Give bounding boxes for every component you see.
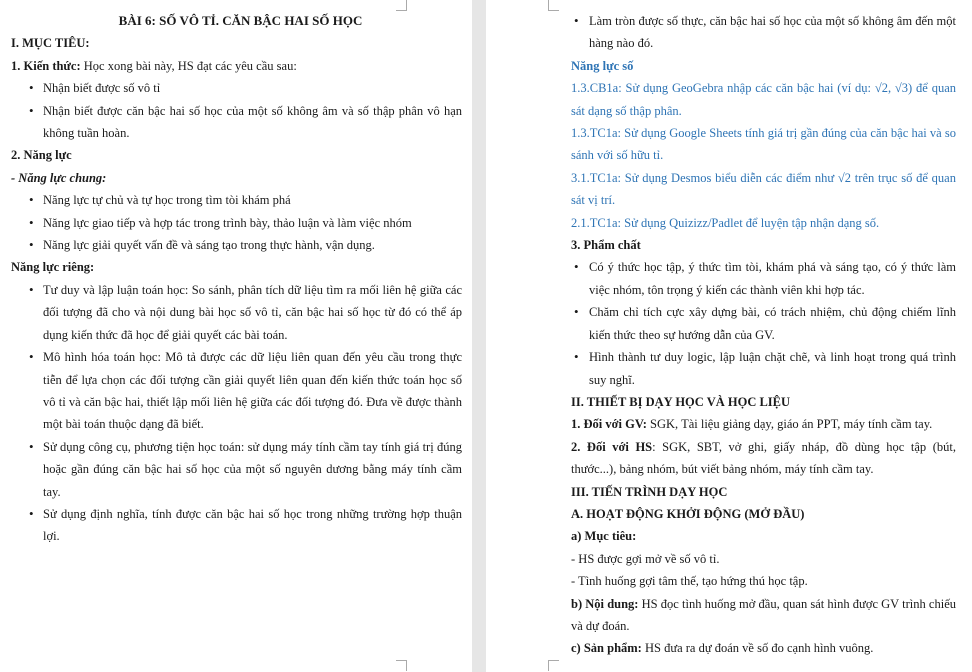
- list-item: • Chăm chỉ tích cực xây dựng bài, có trách nhiệm, chủ động chiếm lĩnh kiến thức theo sự hướng dẫn của GV.: [571, 301, 956, 346]
- knowledge-list-continued: [571, 10, 956, 55]
- list-item: • Mô hình hóa toán học: Mô tả được các dữ liệu liên quan đến yêu cầu trong thực tiễn để lựa chọn các đối tượng cần giải quyết liên quan đến kiến thức toán học số vô tỉ và căn bậc hai, thiết lập mối liên hệ giữa các đối tượng đó. Đưa về được thành một bài toán thuộc dạng đã biết.: [11, 346, 462, 436]
- knowledge-line: [11, 55, 462, 77]
- page-corner-marker: [396, 660, 407, 671]
- list-item: • Năng lực giải quyết vấn đề và sáng tạo trong thực hành, vận dụng.: [11, 234, 462, 256]
- competence-heading: 2. Năng lực: [11, 148, 72, 163]
- digital-competence-heading: Năng lực số: [571, 58, 634, 73]
- digital-competence-item: 1.3.CB1a: Sử dụng GeoGebra nhập các căn bậc hai (ví dụ: √2, √3) để quan sát dạng số thập phân.: [571, 81, 956, 118]
- activity-a-heading: A. HOẠT ĐỘNG KHỞI ĐỘNG (MỞ ĐẦU): [571, 506, 805, 521]
- document-page-left: [0, 0, 472, 672]
- list-item: • Làm tròn được số thực, căn bậc hai số học của một số không âm đến một hàng nào đó.: [571, 10, 956, 55]
- teacher-text: SGK, Tài liệu giảng dạy, giáo án PPT, máy tính cầm tay.: [646, 417, 933, 432]
- page-corner-marker: [396, 0, 407, 11]
- student-text: : SGK, SBT, vở ghi, giấy nháp, đồ dùng học tập (bút, thước...), bảng nhóm, bút viết bảng nhóm, máy tính cầm tay.: [571, 439, 956, 477]
- list-item: • Nhận biết được căn bậc hai số học của một số không âm và số thập phân vô hạn không tuần hoàn.: [11, 100, 462, 145]
- section-process-heading: III. TIẾN TRÌNH DẠY HỌC: [571, 484, 728, 499]
- list-item: • Năng lực giao tiếp và hợp tác trong trình bày, thảo luận và làm việc nhóm: [11, 212, 462, 234]
- qualities-list: [571, 256, 956, 390]
- page-corner-marker: [548, 0, 559, 11]
- list-item: • Sử dụng định nghĩa, tính được căn bậc hai số học trong những trường hợp thuận lợi.: [11, 503, 462, 548]
- student-label: 2. Đối với HS: [571, 439, 653, 454]
- objective-line: - HS được gợi mở về số vô tỉ.: [571, 551, 720, 566]
- product-text: HS đưa ra dự đoán về số đo cạnh hình vuông.: [641, 641, 874, 656]
- document-page-right: [486, 0, 972, 672]
- content-text: HS đọc tình huống mở đầu, quan sát hình được GV trình chiếu và dự đoán.: [571, 596, 957, 633]
- list-item: • Có ý thức học tập, ý thức tìm tòi, khám phá và sáng tạo, có ý thức làm việc nhóm, tôn trọng ý kiến các thành viên khi hợp tác.: [571, 256, 956, 301]
- student-materials: [571, 436, 956, 481]
- content-label: b) Nội dung:: [571, 596, 639, 611]
- knowledge-text: Học xong bài này, HS đạt các yêu cầu sau:: [80, 58, 297, 73]
- product-label: c) Sản phẩm:: [571, 641, 642, 656]
- lesson-title: BÀI 6: SỐ VÔ TỈ. CĂN BẬC HAI SỐ HỌC: [118, 13, 363, 28]
- general-competence-heading: - Năng lực chung:: [11, 170, 107, 185]
- teacher-materials: [571, 413, 956, 435]
- list-item: • Nhận biết được số vô tỉ: [11, 77, 462, 99]
- knowledge-label: 1. Kiến thức:: [11, 58, 81, 73]
- objective-label: a) Mục tiêu:: [571, 529, 637, 544]
- digital-competence-item: 2.1.TC1a: Sử dụng Quizizz/Padlet để luyện tập nhận dạng số.: [571, 215, 880, 230]
- content-paragraph: [571, 593, 956, 638]
- qualities-heading: 3. Phẩm chất: [571, 238, 641, 253]
- digital-competence-item: 3.1.TC1a: Sử dụng Desmos biểu diễn các điểm như √2 trên trục số để quan sát vị trí.: [571, 170, 956, 208]
- teacher-label: 1. Đối với GV:: [571, 417, 647, 432]
- product-paragraph: [571, 637, 956, 659]
- list-item: • Hình thành tư duy logic, lập luận chặt chẽ, và linh hoạt trong quá trình suy nghĩ.: [571, 346, 956, 391]
- general-competence-list: [11, 189, 462, 256]
- objective-line: - Tình huống gợi tâm thế, tạo hứng thú học tập.: [571, 574, 808, 589]
- list-item: • Sử dụng công cụ, phương tiện học toán: sử dụng máy tính cầm tay tính giá trị đúng hoặc gần đúng căn bậc hai số học của một số nguyên dương bằng máy tính cầm tay.: [11, 436, 462, 503]
- specific-competence-heading: Năng lực riêng:: [11, 260, 95, 275]
- knowledge-list: [11, 77, 462, 144]
- page-corner-marker: [548, 660, 559, 671]
- digital-competence-item: 1.3.TC1a: Sử dụng Google Sheets tính giá trị gần đúng của căn bậc hai và so sánh với số hữu tỉ.: [571, 126, 956, 163]
- section-objectives-heading: I. MỤC TIÊU:: [11, 36, 90, 51]
- list-item: • Tư duy và lập luận toán học: So sánh, phân tích dữ liệu tìm ra mối liên hệ giữa các đối tượng đã cho và nội dung bài học số vô tỉ, căn bậc hai số học từ đó có thể áp dụng kiến thức đã học để giải quyết các bài toán.: [11, 279, 462, 346]
- section-equipment-heading: II. THIẾT BỊ DẠY HỌC VÀ HỌC LIỆU: [571, 394, 791, 409]
- list-item: • Năng lực tự chủ và tự học trong tìm tòi khám phá: [11, 189, 462, 211]
- specific-competence-list: [11, 279, 462, 548]
